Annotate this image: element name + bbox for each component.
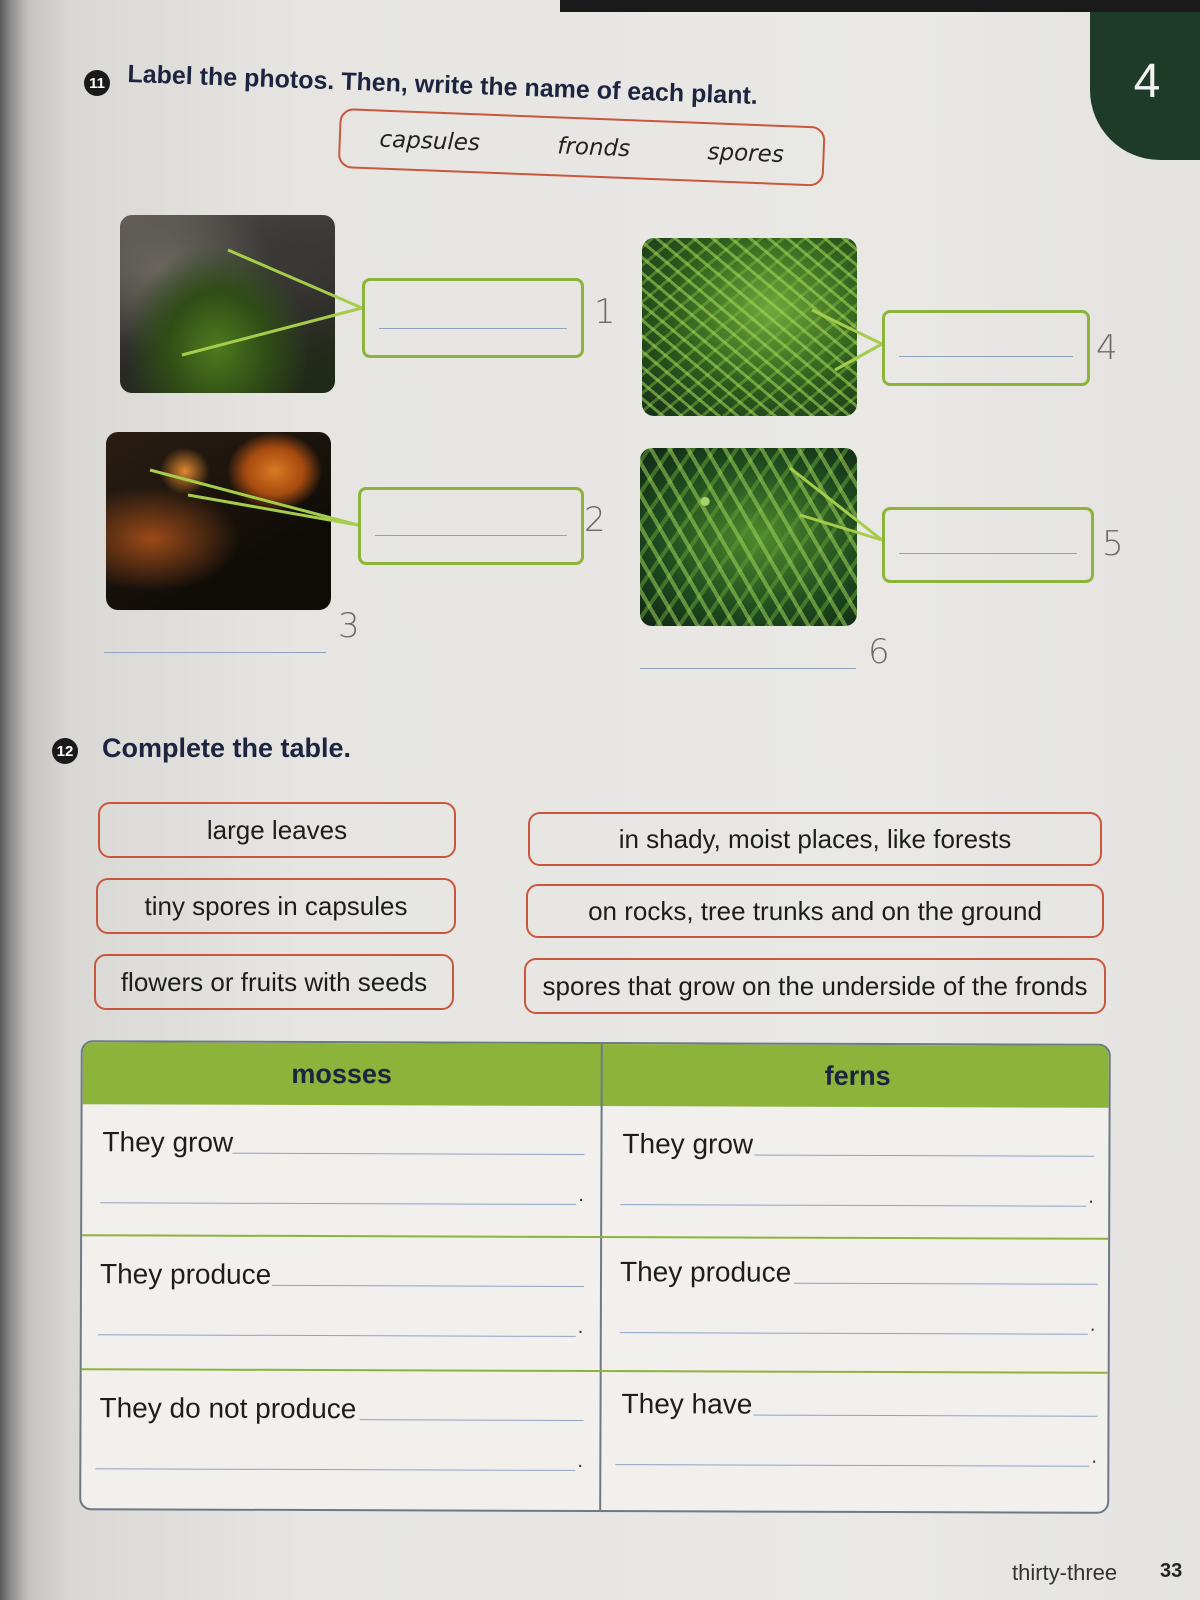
page-top-edge — [560, 0, 1200, 12]
phrase-text: on rocks, tree trunks and on the ground — [588, 895, 1042, 926]
table-cell-text: They grow — [102, 1126, 234, 1158]
phrase-text: spores that grow on the underside of the fronds — [542, 970, 1088, 1001]
label-box-5[interactable] — [882, 507, 1094, 583]
table-cell-text: They do not produce — [99, 1392, 357, 1425]
phrase-box — [528, 812, 1102, 866]
chapter-tab: 4 — [1090, 12, 1200, 160]
phrase-box — [526, 884, 1104, 938]
page-number-word: thirty-three — [1012, 1560, 1118, 1585]
handwritten-number-4: 4 — [1096, 328, 1118, 368]
table-cell-text: They grow — [622, 1128, 754, 1160]
table-cell-text: They have — [621, 1388, 753, 1420]
word-bank-item: capsules — [379, 126, 481, 157]
word-bank — [338, 108, 826, 187]
answer-line[interactable] — [232, 1153, 584, 1155]
handwritten-number-3: 3 — [338, 606, 360, 646]
phrase-text: flowers or fruits with seeds — [120, 966, 428, 997]
answer-line[interactable] — [95, 1468, 575, 1471]
word-bank-item: spores — [707, 139, 785, 169]
answer-line[interactable] — [359, 1419, 583, 1421]
header-ferns: ferns — [824, 1060, 891, 1091]
answer-line[interactable] — [754, 1415, 1098, 1417]
table-cell-text: They produce — [619, 1256, 792, 1288]
handwritten-number-1: 1 — [594, 292, 616, 332]
exercise-11-badge: 11 — [84, 70, 110, 96]
phrase-box — [98, 802, 456, 858]
row-divider — [82, 1368, 1108, 1374]
period: . — [577, 1315, 584, 1338]
answer-line[interactable] — [620, 1332, 1088, 1335]
period: . — [1091, 1445, 1097, 1468]
moss-photo — [120, 215, 335, 393]
answer-line[interactable] — [794, 1283, 1098, 1285]
phrase-text: large leaves — [206, 814, 348, 845]
handwritten-number-5: 5 — [1102, 524, 1124, 564]
period: . — [1089, 1313, 1096, 1336]
word-bank-item: fronds — [556, 133, 631, 163]
answer-line[interactable] — [98, 1334, 576, 1337]
comparison-table — [79, 1040, 1111, 1514]
fern-photo — [642, 238, 857, 416]
plant-name-line[interactable] — [104, 652, 326, 653]
phrase-box — [94, 954, 454, 1010]
phrase-box — [96, 878, 456, 934]
handwritten-number-6: 6 — [868, 632, 890, 672]
answer-line[interactable] — [100, 1202, 576, 1205]
period: . — [578, 1183, 584, 1206]
period: . — [1088, 1185, 1094, 1208]
row-divider — [82, 1234, 1108, 1240]
moss-capsules-photo — [106, 432, 331, 610]
plant-name-line[interactable] — [640, 668, 856, 669]
handwritten-number-2: 2 — [584, 500, 606, 540]
fern-spores-photo — [640, 448, 857, 626]
answer-line[interactable] — [272, 1285, 584, 1287]
exercise-12-instruction: Complete the table. — [102, 733, 352, 763]
page-number: 33 — [1160, 1560, 1183, 1582]
period: . — [577, 1449, 583, 1472]
exercise-11-instruction: Label the photos. Then, write the name of each plant. — [127, 60, 759, 110]
label-box-1[interactable] — [362, 278, 584, 358]
column-divider — [599, 1044, 603, 1510]
exercise-12-badge: 12 — [52, 738, 78, 764]
label-box-4[interactable] — [882, 310, 1090, 386]
table-cell-text: They produce — [99, 1258, 272, 1290]
label-box-2[interactable] — [358, 487, 584, 565]
answer-line[interactable] — [620, 1204, 1086, 1207]
answer-line[interactable] — [754, 1155, 1094, 1157]
phrase-text: tiny spores in capsules — [144, 890, 408, 921]
phrase-text: in shady, moist places, like forests — [618, 823, 1012, 854]
header-mosses: mosses — [291, 1058, 393, 1089]
phrase-box — [524, 958, 1106, 1014]
answer-line[interactable] — [615, 1464, 1089, 1467]
